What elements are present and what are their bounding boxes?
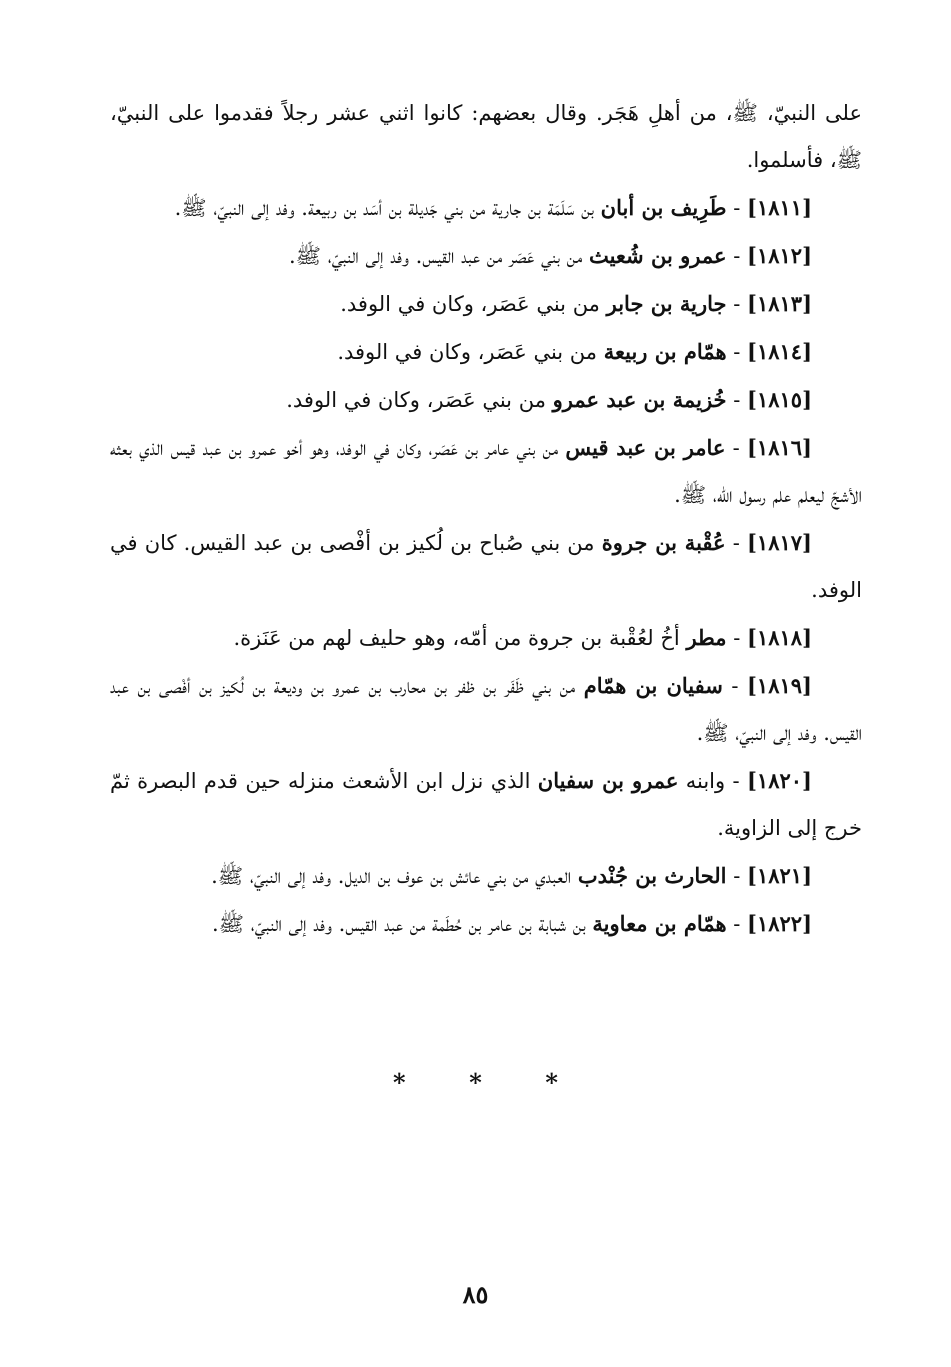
entry-text: من بني ظَفَر بن ظفر بن محارب بن عمرو بن وديعة بن لُكيز بن أفْصى بن عبد القيس. وفد إلى النبيّ، ﷺ.	[110, 674, 862, 745]
entry-text: من بني عَصَر من عبد القيس. وفد إلى النبيّ، ﷺ.	[288, 244, 583, 268]
entry-name: عمرو بن سفيان	[537, 768, 679, 793]
entry-text: بن سَلَمَة بن جارية من بني جَديلة بن أسَد بن ربيعة. وفد إلى النبيّ، ﷺ.	[174, 196, 594, 220]
entry-name: الحارث بن جُنْدب	[577, 863, 727, 888]
entry-1818	[110, 614, 862, 662]
entry-dash: -	[733, 244, 741, 268]
entry-1811	[110, 184, 862, 232]
entry-number: [١٨١٨]	[747, 625, 812, 650]
entry-1815	[110, 376, 862, 424]
entry-1812	[110, 232, 862, 280]
entry-1816	[110, 424, 862, 519]
entry-text: من بني عَصَر، وكان في الوفد.	[337, 340, 598, 364]
entry-text: من بني صُباح بن لُكيز بن أفْصى بن عبد القيس. كان في الوفد.	[110, 531, 862, 602]
separator-asterisk: *	[545, 1068, 558, 1097]
entry-1817	[110, 519, 862, 614]
entry-name: عمرو بن شُعيث	[588, 243, 727, 268]
paragraph-continuation	[110, 90, 862, 184]
separator-asterisk: *	[393, 1068, 406, 1097]
separator-asterisk: *	[469, 1068, 482, 1097]
entry-dash: -	[732, 436, 740, 460]
entry-text: من بني عَصَر، وكان في الوفد.	[340, 292, 600, 316]
section-separator	[0, 1068, 951, 1097]
entry-1814	[110, 328, 862, 376]
entry-1813	[110, 280, 862, 328]
entry-number: [١٨١١]	[747, 195, 812, 220]
page-body	[110, 90, 862, 948]
entry-number: [١٨٢٢]	[747, 911, 812, 936]
entry-name: مطر	[686, 625, 727, 650]
entry-name: همّام بن معاوية	[592, 911, 727, 936]
entry-name: طَرِيف بن أبان	[600, 195, 727, 220]
entry-name: همّام بن ربيعة	[603, 339, 727, 364]
entry-dash: -	[732, 769, 740, 793]
entry-1820	[110, 757, 862, 852]
page-number: ٨٥	[462, 1280, 489, 1309]
entry-dash: -	[733, 388, 741, 412]
entry-dash: -	[733, 340, 741, 364]
entry-text: العبدي من بني عائش بن عوف بن الديل. وفد إلى النبيّ، ﷺ.	[211, 864, 572, 888]
entry-dash: -	[732, 531, 740, 555]
entry-dash: -	[733, 292, 741, 316]
entry-number: [١٨٢١]	[747, 863, 812, 888]
entry-number: [١٨١٥]	[747, 387, 812, 412]
entry-text: الذي نزل ابن الأشعث منزله حين قدم البصرة ثمّ خرج إلى الزاوية.	[110, 769, 862, 840]
entry-number: [١٨١٧]	[746, 530, 812, 555]
entry-name: جارية بن جابر	[606, 291, 727, 316]
entry-prefix: وابنه	[685, 769, 726, 793]
entry-name: خُزيمة بن عبد عمرو	[552, 387, 727, 412]
entry-text: بن شبابة بن عامر بن حُطَمة من عبد القيس. وفد إلى النبيّ، ﷺ.	[212, 912, 586, 936]
entry-name: عامر بن عبد قيس	[565, 435, 726, 460]
entry-dash: -	[731, 674, 739, 698]
entry-number: [١٨١٣]	[747, 291, 812, 316]
entry-name: عُقْبة بن جروة	[601, 530, 726, 555]
entry-1821	[110, 852, 862, 900]
entry-number: [١٨١٤]	[747, 339, 812, 364]
entry-text: من بني عامر بن عَصَر، وكان في الوفد، وهو أخو عمرو بن عبد قيس الذي بعثه الأشجّ ليعلم علم رسول الله، ﷺ.	[110, 436, 862, 507]
entry-number: [١٨١٦]	[746, 435, 812, 460]
entry-dash: -	[733, 626, 741, 650]
entry-1819	[110, 662, 862, 757]
entry-text: أخُ لعُقْبة بن جروة من أمّه، وهو حليف لهم من عَنَزة.	[233, 626, 680, 650]
entry-dash: -	[733, 196, 741, 220]
entry-name: سفيان بن همّام	[583, 673, 723, 698]
entry-dash: -	[733, 864, 741, 888]
entry-text: من بني عَصَر، وكان في الوفد.	[286, 388, 546, 412]
entry-dash: -	[733, 912, 741, 936]
entry-number: [١٨١٩]	[746, 673, 812, 698]
entry-number: [١٨١٢]	[747, 243, 812, 268]
paragraph-text: على النبيّ، ﷺ، من أهلِ هَجَر. وقال بعضهم: كانوا اثني عشر رجلاً فقدموا على النبيّ، ﷺ، فأسلموا.	[110, 101, 862, 172]
entry-number: [١٨٢٠]	[746, 768, 812, 793]
entry-1822	[110, 900, 862, 948]
